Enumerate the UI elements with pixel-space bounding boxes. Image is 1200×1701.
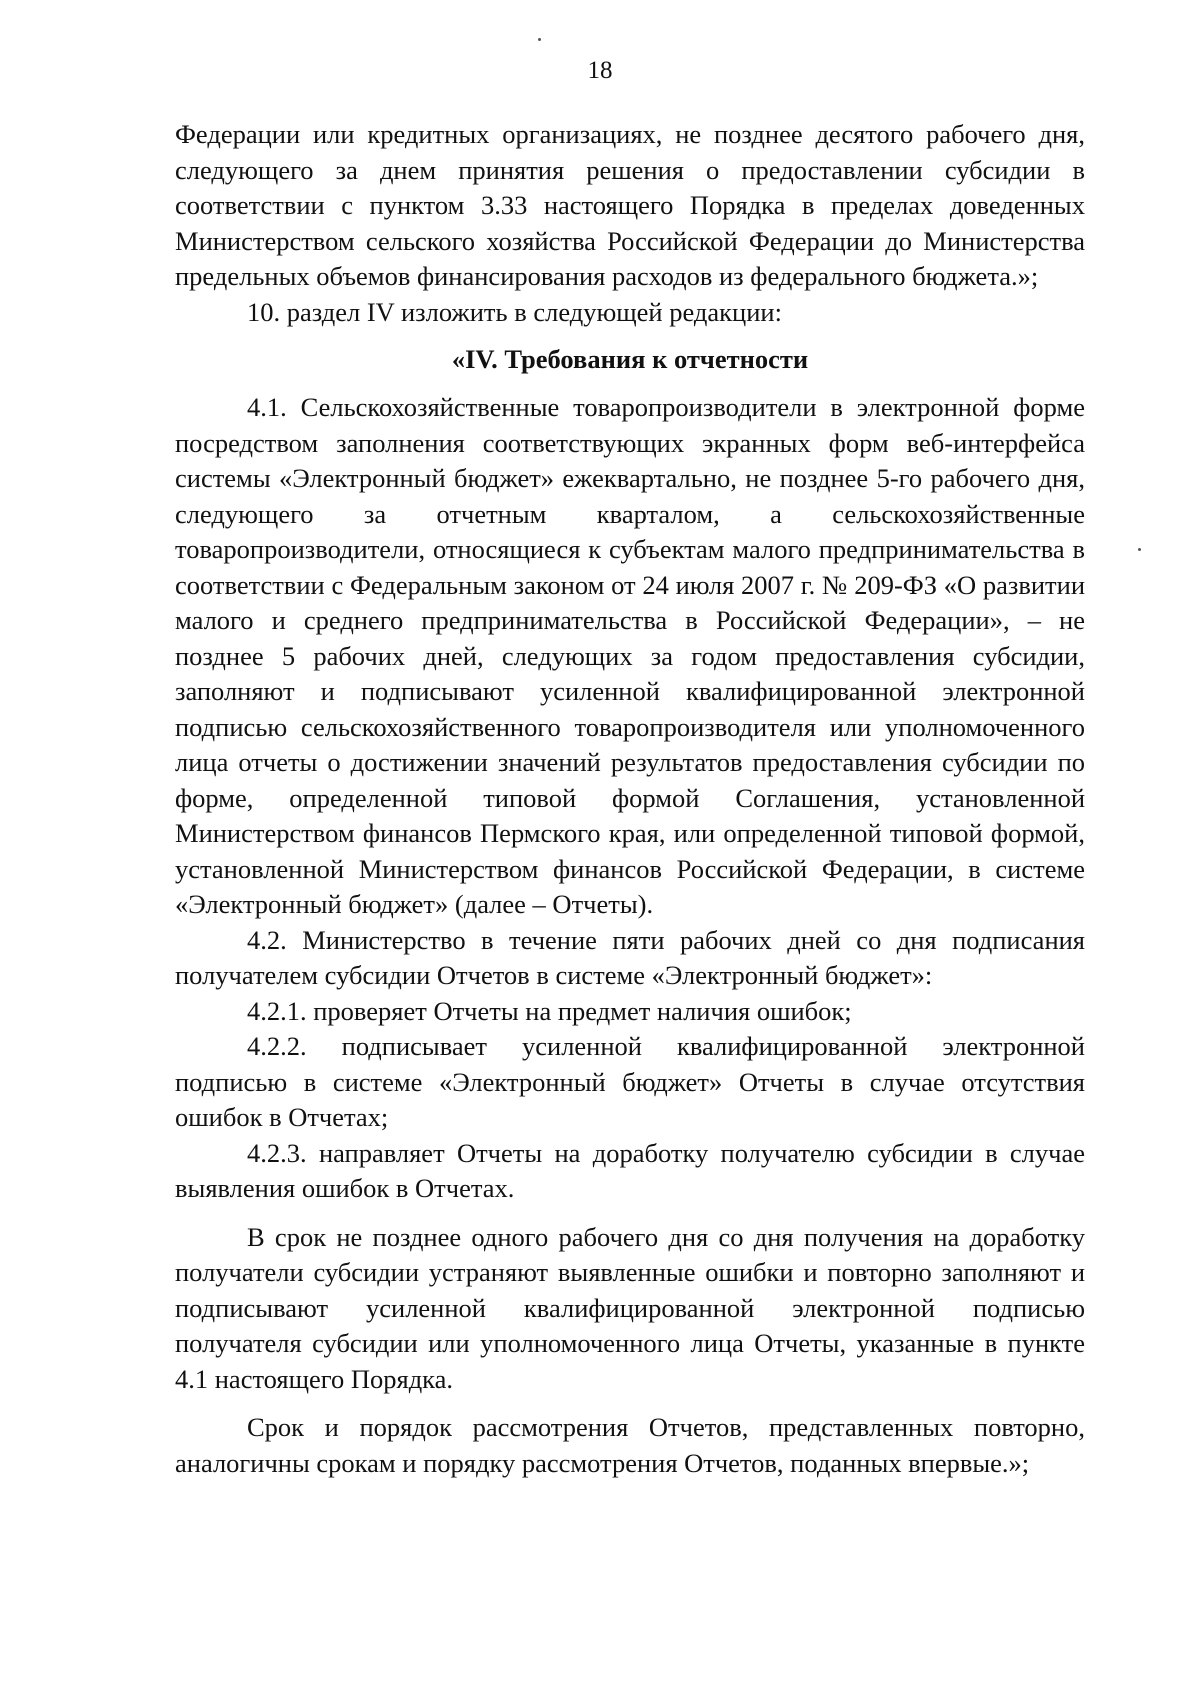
- paragraph: 4.2.1. проверяет Отчеты на предмет наличия ошибок;: [247, 995, 852, 1026]
- paragraph: 4.2.2. подписывает усиленной квалифицированной электронной подписью в системе «Электронный бюджет» Отчеты в случае отсутствия ошибок в Отчетах;: [175, 1031, 1085, 1132]
- paragraph: В срок не позднее одного рабочего дня со дня получения на доработку получатели субсидии устраняют выявленные ошибки и повторно заполняют и подписывают усиленной квалифицированной электронной подписью получателя субсидии или уполномоченного лица Отчеты, указанные в пункте 4.1 настоящего Порядка.: [175, 1221, 1085, 1394]
- paragraph: 4.2.3. направляет Отчеты на доработку получателю субсидии в случае выявления ошибок в Отчетах.: [175, 1137, 1085, 1203]
- paragraph: 10. раздел IV изложить в следующей редакции:: [247, 296, 782, 327]
- scan-speck: [1138, 548, 1141, 551]
- paragraph: Срок и порядок рассмотрения Отчетов, представленных повторно, аналогичны срокам и порядку рассмотрения Отчетов, поданных впервые.»;: [175, 1412, 1085, 1478]
- section-heading: «IV. Требования к отчетности: [451, 344, 809, 374]
- scan-speck: [538, 38, 541, 41]
- document-body: [175, 117, 1085, 1481]
- page-number: 18: [587, 57, 613, 84]
- paragraph: 4.2. Министерство в течение пяти рабочих дней со дня подписания получателем субсидии Отчетов в системе «Электронный бюджет»:: [175, 924, 1085, 990]
- paragraph: 4.1. Сельскохозяйственные товаропроизводители в электронной форме посредством заполнения соответствующих экранных форм веб-интерфейса системы «Электронный бюджет» ежеквартально, не позднее 5-го рабочего дня, следующего за отчетным кварталом, а сельскохозяйственные товаропроизводители, относящиеся к субъектам малого предпринимательства в соответствии с Федеральным законом от 24 июля 2007 г. № 209-ФЗ «О развитии малого и среднего предпринимательства в Российской Федерации», – не позднее 5 рабочих дней, следующих за годом предоставления субсидии, заполняют и подписывают усиленной квалифицированной электронной подписью сельскохозяйственного товаропроизводителя или уполномоченного лица отчеты о достижении значений результатов предоставления субсидии по форме, определенной типовой формой Соглашения, установленной Министерством финансов Пермского края, или определенной типовой формой, установленной Министерством финансов Российской Федерации, в системе «Электронный бюджет» (далее – Отчеты).: [175, 392, 1085, 919]
- paragraph: Федерации или кредитных организациях, не позднее десятого рабочего дня, следующего за днем принятия решения о предоставлении субсидии в соответствии с пунктом 3.33 настоящего Порядка в пределах доведенных Министерством сельского хозяйства Российской Федерации до Министерства предельных объемов финансирования расходов из федерального бюджета.»;: [175, 119, 1085, 291]
